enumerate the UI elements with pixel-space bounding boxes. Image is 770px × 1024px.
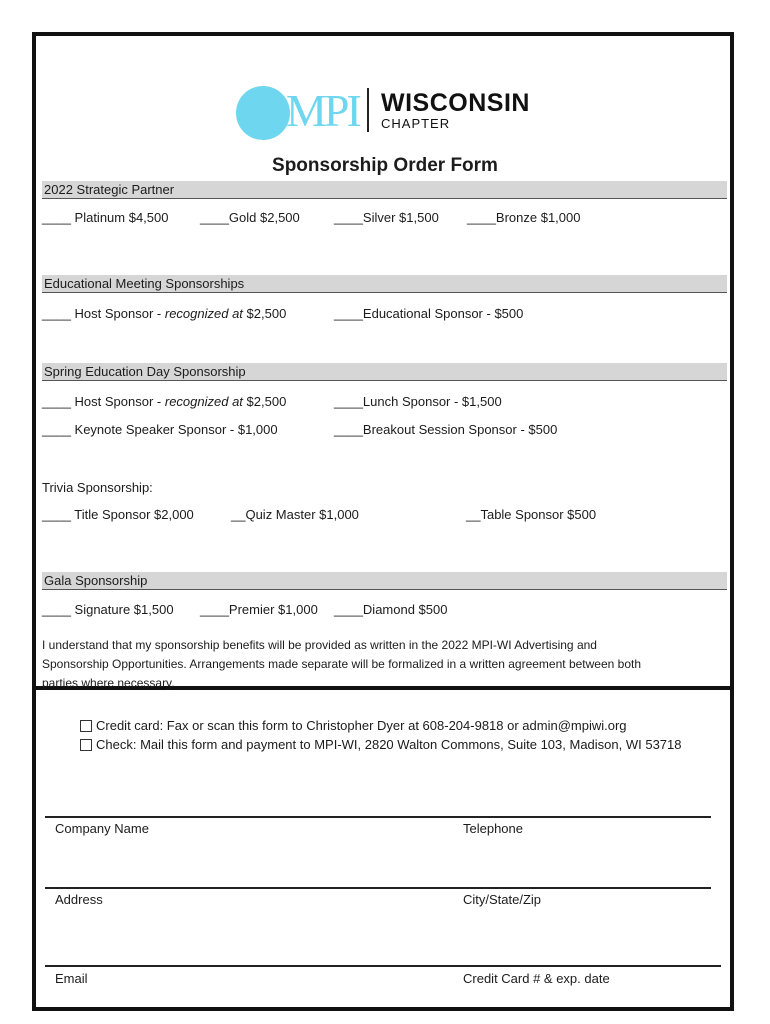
- payment-credit-card[interactable]: [80, 718, 627, 733]
- spring-host-suffix: $2,500: [242, 394, 287, 409]
- logo-circle-icon: [236, 86, 290, 140]
- city-state-zip-label: City/State/Zip: [463, 892, 542, 907]
- option-spring-host-sponsor[interactable]: [42, 394, 286, 409]
- educational-section-header: [42, 275, 727, 293]
- option-table-sponsor[interactable]: __Table Sponsor $500: [466, 507, 597, 522]
- agreement-line: Sponsorship Opportunities. Arrangements made separate will be formalized in a written agreement between both: [42, 657, 641, 671]
- mpi-wisconsin-logo: [236, 84, 536, 140]
- check-label: Check: Mail this form and payment to MPI-WI, 2820 Walton Commons, Suite 103, Madison, WI 53718: [96, 737, 682, 752]
- option-edu-host-sponsor[interactable]: [42, 306, 286, 321]
- agreement-text: [42, 636, 732, 693]
- option-diamond[interactable]: ____Diamond $500: [334, 602, 448, 617]
- form-title: Sponsorship Order Form: [272, 155, 498, 176]
- edu-host-emphasis: recognized at: [164, 306, 243, 321]
- option-keynote-sponsor[interactable]: ____ Keynote Speaker Sponsor - $1,000: [42, 422, 278, 437]
- logo-chapter-text: CHAPTER: [381, 116, 451, 131]
- trivia-header: Trivia Sponsorship:: [42, 480, 153, 495]
- address-label: Address: [55, 892, 103, 907]
- logo-mpi-text: MPI: [286, 85, 359, 136]
- strategic-section-header: [42, 181, 727, 199]
- spring-host-prefix: ____ Host Sponsor -: [42, 394, 165, 409]
- option-silver[interactable]: ____Silver $1,500: [334, 210, 439, 225]
- email-line[interactable]: [45, 965, 721, 967]
- logo-wisconsin-text: WISCONSIN: [381, 89, 530, 117]
- credit-card-label: Credit card: Fax or scan this form to Christopher Dyer at 608-204-9818 or admin@mpiwi.org: [96, 718, 627, 733]
- strategic-header-label: 2022 Strategic Partner: [44, 182, 175, 197]
- email-label: Email: [55, 971, 88, 986]
- edu-host-suffix: $2,500: [242, 306, 287, 321]
- option-quiz-master[interactable]: __Quiz Master $1,000: [231, 507, 359, 522]
- spring-section-header: [42, 363, 727, 381]
- address-line[interactable]: [45, 887, 711, 889]
- logo-separator: [367, 88, 369, 132]
- agreement-line: parties where necessary.: [42, 676, 175, 690]
- company-name-label: Company Name: [55, 821, 149, 836]
- check-checkbox[interactable]: [80, 739, 92, 751]
- payment-check[interactable]: [80, 737, 682, 752]
- option-signature[interactable]: ____ Signature $1,500: [42, 602, 174, 617]
- gala-section-header: [42, 572, 727, 590]
- option-platinum[interactable]: ____ Platinum $4,500: [42, 210, 169, 225]
- option-lunch-sponsor[interactable]: ____Lunch Sponsor - $1,500: [334, 394, 502, 409]
- option-title-sponsor[interactable]: ____ Title Sponsor $2,000: [42, 507, 194, 522]
- spring-host-emphasis: recognized at: [164, 394, 243, 409]
- credit-card-number-label: Credit Card # & exp. date: [463, 971, 610, 986]
- option-premier[interactable]: ____Premier $1,000: [200, 602, 318, 617]
- credit-card-checkbox[interactable]: [80, 720, 92, 732]
- company-line[interactable]: [45, 816, 711, 818]
- agreement-line: I understand that my sponsorship benefits will be provided as written in the 2022 MPI-WI Advertising and: [42, 638, 597, 652]
- gala-header-label: Gala Sponsorship: [44, 573, 148, 588]
- educational-header-label: Educational Meeting Sponsorships: [44, 276, 245, 291]
- edu-host-prefix: ____ Host Sponsor -: [42, 306, 165, 321]
- spring-header-label: Spring Education Day Sponsorship: [44, 364, 246, 379]
- telephone-label: Telephone: [463, 821, 523, 836]
- option-gold[interactable]: ____Gold $2,500: [200, 210, 300, 225]
- option-bronze[interactable]: ____Bronze $1,000: [467, 210, 581, 225]
- option-educational-sponsor[interactable]: ____Educational Sponsor - $500: [334, 306, 524, 321]
- option-breakout-sponsor[interactable]: ____Breakout Session Sponsor - $500: [334, 422, 558, 437]
